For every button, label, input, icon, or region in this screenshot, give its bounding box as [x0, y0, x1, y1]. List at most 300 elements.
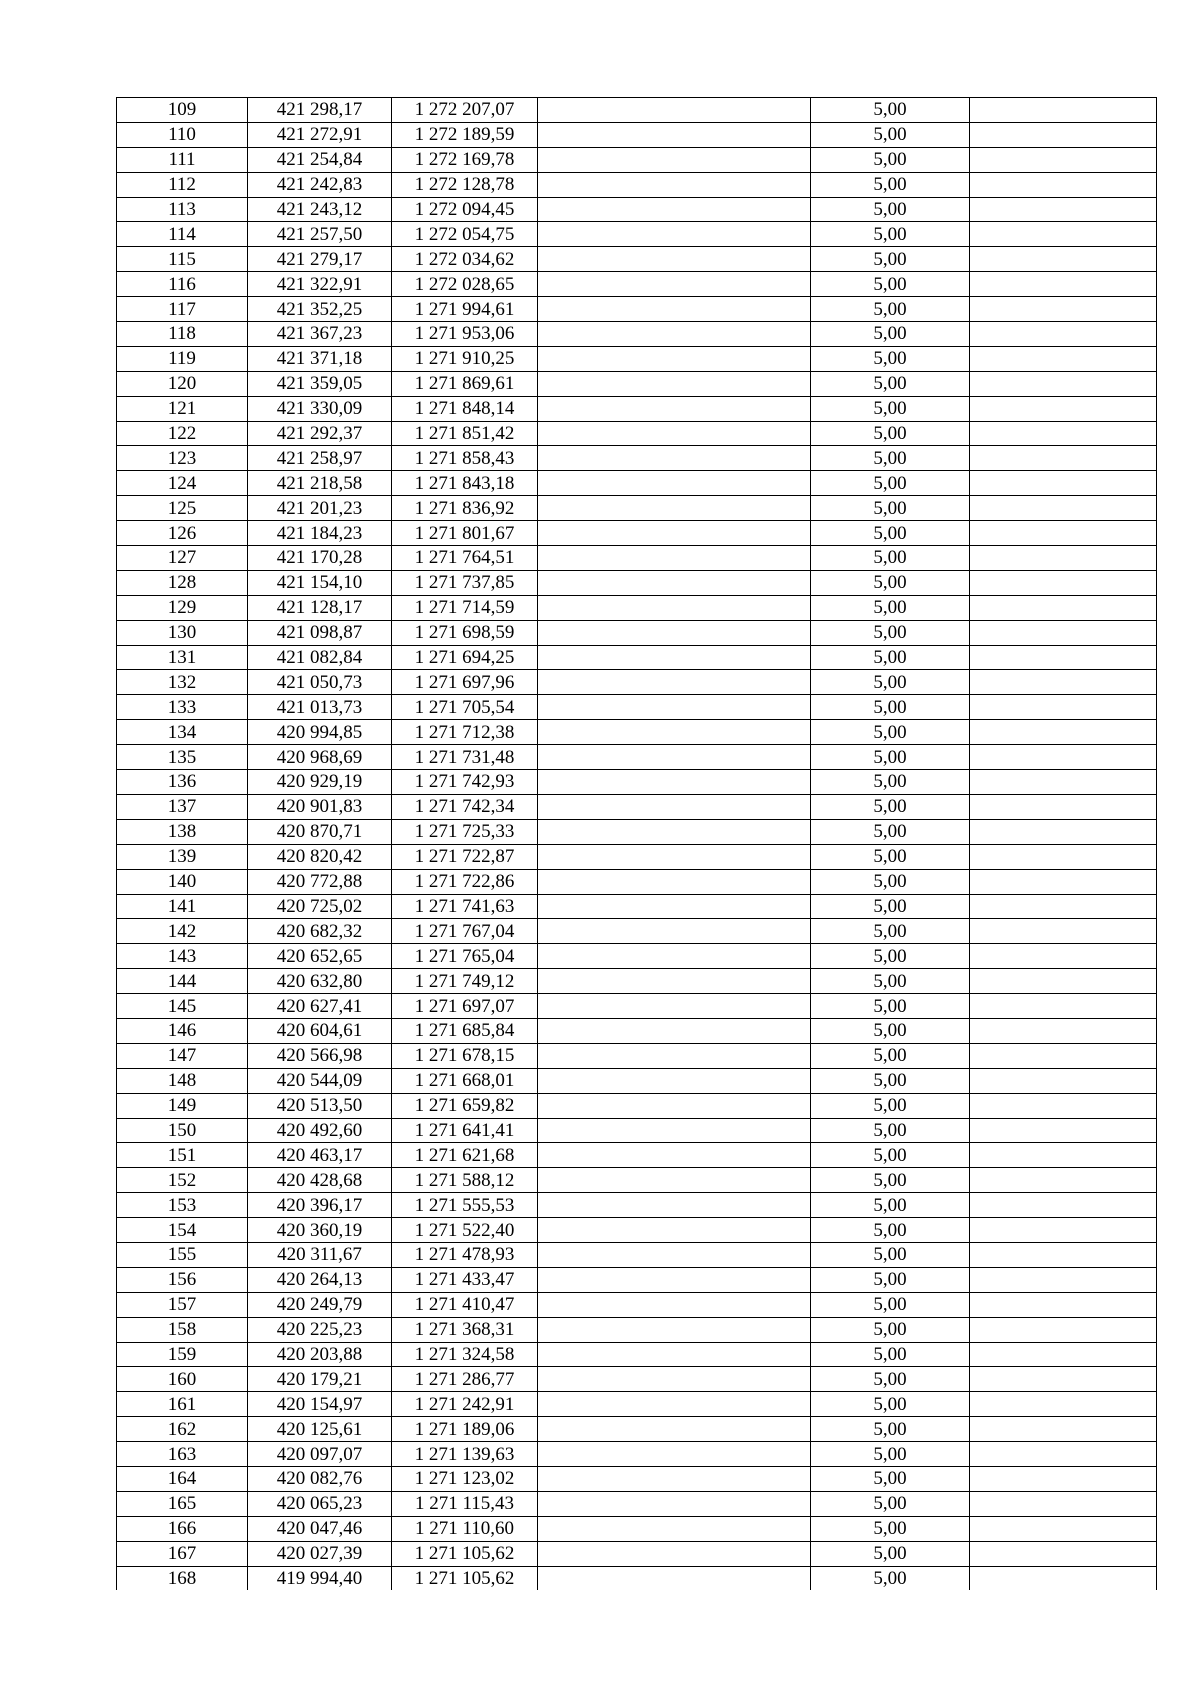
x-coordinate-cell: 420 627,41: [248, 994, 392, 1019]
y-coordinate-cell: 1 271 725,33: [392, 819, 538, 844]
point-number-cell: 130: [117, 620, 248, 645]
y-coordinate-cell: 1 271 858,43: [392, 446, 538, 471]
point-number-cell: 145: [117, 994, 248, 1019]
table-row: [117, 670, 1157, 695]
empty-cell: [970, 1043, 1157, 1068]
y-coordinate-cell: 1 271 522,40: [392, 1218, 538, 1243]
empty-cell: [970, 1442, 1157, 1467]
empty-cell: [970, 1417, 1157, 1442]
empty-cell: [538, 98, 811, 123]
table-row: [117, 819, 1157, 844]
empty-cell: [970, 1267, 1157, 1292]
point-number-cell: 168: [117, 1566, 248, 1590]
empty-cell: [538, 994, 811, 1019]
empty-cell: [538, 1342, 811, 1367]
value-cell: 5,00: [811, 1118, 970, 1143]
empty-cell: [970, 222, 1157, 247]
x-coordinate-cell: 421 292,37: [248, 421, 392, 446]
table-row: [117, 1566, 1157, 1590]
value-cell: 5,00: [811, 844, 970, 869]
point-number-cell: 160: [117, 1367, 248, 1392]
point-number-cell: 163: [117, 1442, 248, 1467]
value-cell: 5,00: [811, 1168, 970, 1193]
x-coordinate-cell: 420 264,13: [248, 1267, 392, 1292]
x-coordinate-cell: 421 218,58: [248, 471, 392, 496]
empty-cell: [538, 1118, 811, 1143]
x-coordinate-cell: 420 772,88: [248, 869, 392, 894]
table-row: [117, 1143, 1157, 1168]
point-number-cell: 149: [117, 1093, 248, 1118]
empty-cell: [970, 1242, 1157, 1267]
point-number-cell: 158: [117, 1317, 248, 1342]
y-coordinate-cell: 1 271 953,06: [392, 322, 538, 347]
y-coordinate-cell: 1 271 765,04: [392, 944, 538, 969]
x-coordinate-cell: 420 360,19: [248, 1218, 392, 1243]
table-row: [117, 1218, 1157, 1243]
empty-cell: [970, 297, 1157, 322]
x-coordinate-cell: 421 154,10: [248, 570, 392, 595]
empty-cell: [970, 1068, 1157, 1093]
value-cell: 5,00: [811, 1342, 970, 1367]
empty-cell: [538, 471, 811, 496]
value-cell: 5,00: [811, 994, 970, 1019]
value-cell: 5,00: [811, 1491, 970, 1516]
x-coordinate-cell: 421 257,50: [248, 222, 392, 247]
value-cell: 5,00: [811, 122, 970, 147]
point-number-cell: 148: [117, 1068, 248, 1093]
table-row: [117, 147, 1157, 172]
table-row: [117, 1168, 1157, 1193]
y-coordinate-cell: 1 271 368,31: [392, 1317, 538, 1342]
y-coordinate-cell: 1 271 678,15: [392, 1043, 538, 1068]
x-coordinate-cell: 420 396,17: [248, 1193, 392, 1218]
value-cell: 5,00: [811, 1018, 970, 1043]
point-number-cell: 116: [117, 272, 248, 297]
value-cell: 5,00: [811, 421, 970, 446]
y-coordinate-cell: 1 272 189,59: [392, 122, 538, 147]
point-number-cell: 133: [117, 695, 248, 720]
point-number-cell: 164: [117, 1466, 248, 1491]
table-row: [117, 1292, 1157, 1317]
point-number-cell: 134: [117, 720, 248, 745]
x-coordinate-cell: 420 463,17: [248, 1143, 392, 1168]
y-coordinate-cell: 1 271 324,58: [392, 1342, 538, 1367]
x-coordinate-cell: 421 322,91: [248, 272, 392, 297]
value-cell: 5,00: [811, 745, 970, 770]
empty-cell: [538, 297, 811, 322]
empty-cell: [538, 770, 811, 795]
empty-cell: [538, 496, 811, 521]
y-coordinate-cell: 1 271 731,48: [392, 745, 538, 770]
empty-cell: [970, 147, 1157, 172]
y-coordinate-cell: 1 271 705,54: [392, 695, 538, 720]
table-row: [117, 844, 1157, 869]
empty-cell: [970, 98, 1157, 123]
empty-cell: [970, 1143, 1157, 1168]
y-coordinate-cell: 1 271 139,63: [392, 1442, 538, 1467]
x-coordinate-cell: 420 566,98: [248, 1043, 392, 1068]
empty-cell: [538, 745, 811, 770]
y-coordinate-cell: 1 271 588,12: [392, 1168, 538, 1193]
empty-cell: [538, 396, 811, 421]
point-number-cell: 125: [117, 496, 248, 521]
value-cell: 5,00: [811, 1367, 970, 1392]
point-number-cell: 117: [117, 297, 248, 322]
empty-cell: [970, 421, 1157, 446]
table-row: [117, 695, 1157, 720]
y-coordinate-cell: 1 271 555,53: [392, 1193, 538, 1218]
table-row: [117, 1516, 1157, 1541]
x-coordinate-cell: 421 352,25: [248, 297, 392, 322]
point-number-cell: 153: [117, 1193, 248, 1218]
value-cell: 5,00: [811, 720, 970, 745]
table-row: [117, 1193, 1157, 1218]
point-number-cell: 110: [117, 122, 248, 147]
table-row: [117, 446, 1157, 471]
point-number-cell: 119: [117, 346, 248, 371]
table-row: [117, 98, 1157, 123]
x-coordinate-cell: 421 128,17: [248, 595, 392, 620]
y-coordinate-cell: 1 271 742,34: [392, 794, 538, 819]
y-coordinate-cell: 1 271 722,86: [392, 869, 538, 894]
y-coordinate-cell: 1 271 286,77: [392, 1367, 538, 1392]
empty-cell: [538, 1466, 811, 1491]
x-coordinate-cell: 421 082,84: [248, 645, 392, 670]
x-coordinate-cell: 421 243,12: [248, 197, 392, 222]
empty-cell: [970, 496, 1157, 521]
value-cell: 5,00: [811, 1093, 970, 1118]
table-row: [117, 496, 1157, 521]
empty-cell: [538, 371, 811, 396]
table-row: [117, 521, 1157, 546]
empty-cell: [538, 695, 811, 720]
table-row: [117, 1417, 1157, 1442]
x-coordinate-cell: 421 098,87: [248, 620, 392, 645]
point-number-cell: 147: [117, 1043, 248, 1068]
empty-cell: [970, 1491, 1157, 1516]
y-coordinate-cell: 1 271 994,61: [392, 297, 538, 322]
empty-cell: [970, 745, 1157, 770]
table-row: [117, 1093, 1157, 1118]
x-coordinate-cell: 420 225,23: [248, 1317, 392, 1342]
value-cell: 5,00: [811, 396, 970, 421]
x-coordinate-cell: 420 311,67: [248, 1242, 392, 1267]
empty-cell: [538, 421, 811, 446]
y-coordinate-cell: 1 272 169,78: [392, 147, 538, 172]
empty-cell: [970, 1516, 1157, 1541]
coordinates-table: [116, 97, 1157, 1590]
empty-cell: [538, 645, 811, 670]
table-row: [117, 247, 1157, 272]
y-coordinate-cell: 1 272 207,07: [392, 98, 538, 123]
point-number-cell: 137: [117, 794, 248, 819]
x-coordinate-cell: 420 929,19: [248, 770, 392, 795]
value-cell: 5,00: [811, 496, 970, 521]
value-cell: 5,00: [811, 620, 970, 645]
empty-cell: [538, 521, 811, 546]
value-cell: 5,00: [811, 222, 970, 247]
empty-cell: [970, 1466, 1157, 1491]
value-cell: 5,00: [811, 371, 970, 396]
y-coordinate-cell: 1 271 851,42: [392, 421, 538, 446]
empty-cell: [538, 1242, 811, 1267]
point-number-cell: 115: [117, 247, 248, 272]
value-cell: 5,00: [811, 1392, 970, 1417]
x-coordinate-cell: 420 154,97: [248, 1392, 392, 1417]
point-number-cell: 152: [117, 1168, 248, 1193]
empty-cell: [538, 1442, 811, 1467]
empty-cell: [970, 1541, 1157, 1566]
empty-cell: [538, 147, 811, 172]
empty-cell: [538, 1292, 811, 1317]
empty-cell: [538, 222, 811, 247]
y-coordinate-cell: 1 272 028,65: [392, 272, 538, 297]
empty-cell: [538, 1367, 811, 1392]
x-coordinate-cell: 420 544,09: [248, 1068, 392, 1093]
empty-cell: [538, 346, 811, 371]
empty-cell: [970, 272, 1157, 297]
y-coordinate-cell: 1 271 115,43: [392, 1491, 538, 1516]
y-coordinate-cell: 1 271 722,87: [392, 844, 538, 869]
empty-cell: [970, 1392, 1157, 1417]
value-cell: 5,00: [811, 944, 970, 969]
x-coordinate-cell: 420 097,07: [248, 1442, 392, 1467]
point-number-cell: 135: [117, 745, 248, 770]
point-number-cell: 154: [117, 1218, 248, 1243]
x-coordinate-cell: 420 203,88: [248, 1342, 392, 1367]
table-row: [117, 122, 1157, 147]
empty-cell: [538, 1392, 811, 1417]
empty-cell: [970, 371, 1157, 396]
table-row: [117, 297, 1157, 322]
empty-cell: [970, 720, 1157, 745]
y-coordinate-cell: 1 271 242,91: [392, 1392, 538, 1417]
y-coordinate-cell: 1 271 848,14: [392, 396, 538, 421]
empty-cell: [970, 1367, 1157, 1392]
table-row: [117, 172, 1157, 197]
point-number-cell: 120: [117, 371, 248, 396]
value-cell: 5,00: [811, 1417, 970, 1442]
point-number-cell: 155: [117, 1242, 248, 1267]
empty-cell: [970, 346, 1157, 371]
x-coordinate-cell: 421 242,83: [248, 172, 392, 197]
point-number-cell: 113: [117, 197, 248, 222]
empty-cell: [970, 1168, 1157, 1193]
table-row: [117, 620, 1157, 645]
empty-cell: [538, 1317, 811, 1342]
value-cell: 5,00: [811, 546, 970, 571]
point-number-cell: 111: [117, 147, 248, 172]
empty-cell: [538, 844, 811, 869]
value-cell: 5,00: [811, 247, 970, 272]
y-coordinate-cell: 1 271 697,07: [392, 994, 538, 1019]
x-coordinate-cell: 421 298,17: [248, 98, 392, 123]
empty-cell: [538, 869, 811, 894]
value-cell: 5,00: [811, 1292, 970, 1317]
empty-cell: [970, 919, 1157, 944]
empty-cell: [538, 944, 811, 969]
x-coordinate-cell: 420 604,61: [248, 1018, 392, 1043]
empty-cell: [538, 546, 811, 571]
y-coordinate-cell: 1 271 621,68: [392, 1143, 538, 1168]
x-coordinate-cell: 419 994,40: [248, 1566, 392, 1590]
empty-cell: [538, 1516, 811, 1541]
value-cell: 5,00: [811, 322, 970, 347]
point-number-cell: 166: [117, 1516, 248, 1541]
empty-cell: [538, 819, 811, 844]
point-number-cell: 109: [117, 98, 248, 123]
value-cell: 5,00: [811, 1242, 970, 1267]
value-cell: 5,00: [811, 1442, 970, 1467]
value-cell: 5,00: [811, 969, 970, 994]
table-row: [117, 1043, 1157, 1068]
point-number-cell: 112: [117, 172, 248, 197]
y-coordinate-cell: 1 271 410,47: [392, 1292, 538, 1317]
point-number-cell: 140: [117, 869, 248, 894]
table-row: [117, 894, 1157, 919]
empty-cell: [970, 322, 1157, 347]
value-cell: 5,00: [811, 570, 970, 595]
y-coordinate-cell: 1 271 712,38: [392, 720, 538, 745]
value-cell: 5,00: [811, 471, 970, 496]
table-row: [117, 1491, 1157, 1516]
y-coordinate-cell: 1 271 123,02: [392, 1466, 538, 1491]
x-coordinate-cell: 421 258,97: [248, 446, 392, 471]
value-cell: 5,00: [811, 197, 970, 222]
value-cell: 5,00: [811, 595, 970, 620]
y-coordinate-cell: 1 271 869,61: [392, 371, 538, 396]
point-number-cell: 114: [117, 222, 248, 247]
value-cell: 5,00: [811, 1068, 970, 1093]
x-coordinate-cell: 421 272,91: [248, 122, 392, 147]
empty-cell: [538, 794, 811, 819]
value-cell: 5,00: [811, 1566, 970, 1590]
table-row: [117, 994, 1157, 1019]
empty-cell: [970, 1317, 1157, 1342]
empty-cell: [970, 869, 1157, 894]
empty-cell: [538, 595, 811, 620]
empty-cell: [970, 819, 1157, 844]
y-coordinate-cell: 1 271 742,93: [392, 770, 538, 795]
y-coordinate-cell: 1 271 764,51: [392, 546, 538, 571]
empty-cell: [538, 172, 811, 197]
x-coordinate-cell: 421 170,28: [248, 546, 392, 571]
empty-cell: [538, 1218, 811, 1243]
y-coordinate-cell: 1 271 189,06: [392, 1417, 538, 1442]
point-number-cell: 156: [117, 1267, 248, 1292]
empty-cell: [970, 994, 1157, 1019]
x-coordinate-cell: 420 249,79: [248, 1292, 392, 1317]
empty-cell: [970, 471, 1157, 496]
empty-cell: [970, 197, 1157, 222]
y-coordinate-cell: 1 271 641,41: [392, 1118, 538, 1143]
table-row: [117, 1367, 1157, 1392]
x-coordinate-cell: 420 428,68: [248, 1168, 392, 1193]
point-number-cell: 131: [117, 645, 248, 670]
value-cell: 5,00: [811, 1218, 970, 1243]
point-number-cell: 123: [117, 446, 248, 471]
x-coordinate-cell: 420 968,69: [248, 745, 392, 770]
point-number-cell: 165: [117, 1491, 248, 1516]
table-row: [117, 645, 1157, 670]
point-number-cell: 129: [117, 595, 248, 620]
value-cell: 5,00: [811, 1317, 970, 1342]
x-coordinate-cell: 421 201,23: [248, 496, 392, 521]
empty-cell: [538, 969, 811, 994]
point-number-cell: 150: [117, 1118, 248, 1143]
y-coordinate-cell: 1 271 737,85: [392, 570, 538, 595]
table-row: [117, 1242, 1157, 1267]
table-row: [117, 1392, 1157, 1417]
value-cell: 5,00: [811, 98, 970, 123]
empty-cell: [970, 770, 1157, 795]
y-coordinate-cell: 1 271 433,47: [392, 1267, 538, 1292]
x-coordinate-cell: 420 047,46: [248, 1516, 392, 1541]
x-coordinate-cell: 420 492,60: [248, 1118, 392, 1143]
table-row: [117, 770, 1157, 795]
empty-cell: [970, 546, 1157, 571]
table-row: [117, 745, 1157, 770]
y-coordinate-cell: 1 271 110,60: [392, 1516, 538, 1541]
point-number-cell: 118: [117, 322, 248, 347]
x-coordinate-cell: 420 632,80: [248, 969, 392, 994]
y-coordinate-cell: 1 271 749,12: [392, 969, 538, 994]
empty-cell: [538, 1168, 811, 1193]
x-coordinate-cell: 421 330,09: [248, 396, 392, 421]
value-cell: 5,00: [811, 770, 970, 795]
value-cell: 5,00: [811, 147, 970, 172]
x-coordinate-cell: 421 359,05: [248, 371, 392, 396]
empty-cell: [970, 695, 1157, 720]
empty-cell: [538, 620, 811, 645]
empty-cell: [970, 1093, 1157, 1118]
table-row: [117, 595, 1157, 620]
value-cell: 5,00: [811, 670, 970, 695]
table-row: [117, 1541, 1157, 1566]
y-coordinate-cell: 1 271 105,62: [392, 1566, 538, 1590]
y-coordinate-cell: 1 271 714,59: [392, 595, 538, 620]
x-coordinate-cell: 421 184,23: [248, 521, 392, 546]
empty-cell: [538, 322, 811, 347]
point-number-cell: 139: [117, 844, 248, 869]
empty-cell: [538, 272, 811, 297]
empty-cell: [970, 521, 1157, 546]
x-coordinate-cell: 420 179,21: [248, 1367, 392, 1392]
value-cell: 5,00: [811, 346, 970, 371]
point-number-cell: 161: [117, 1392, 248, 1417]
empty-cell: [538, 1018, 811, 1043]
empty-cell: [538, 1193, 811, 1218]
table-row: [117, 1442, 1157, 1467]
x-coordinate-cell: 421 050,73: [248, 670, 392, 695]
y-coordinate-cell: 1 272 094,45: [392, 197, 538, 222]
value-cell: 5,00: [811, 1516, 970, 1541]
point-number-cell: 157: [117, 1292, 248, 1317]
x-coordinate-cell: 420 065,23: [248, 1491, 392, 1516]
table-row: [117, 944, 1157, 969]
empty-cell: [970, 595, 1157, 620]
empty-cell: [538, 1267, 811, 1292]
x-coordinate-cell: 420 682,32: [248, 919, 392, 944]
empty-cell: [970, 1218, 1157, 1243]
point-number-cell: 127: [117, 546, 248, 571]
y-coordinate-cell: 1 271 668,01: [392, 1068, 538, 1093]
empty-cell: [538, 1417, 811, 1442]
table-row: [117, 1267, 1157, 1292]
value-cell: 5,00: [811, 894, 970, 919]
empty-cell: [538, 197, 811, 222]
table-row: [117, 346, 1157, 371]
